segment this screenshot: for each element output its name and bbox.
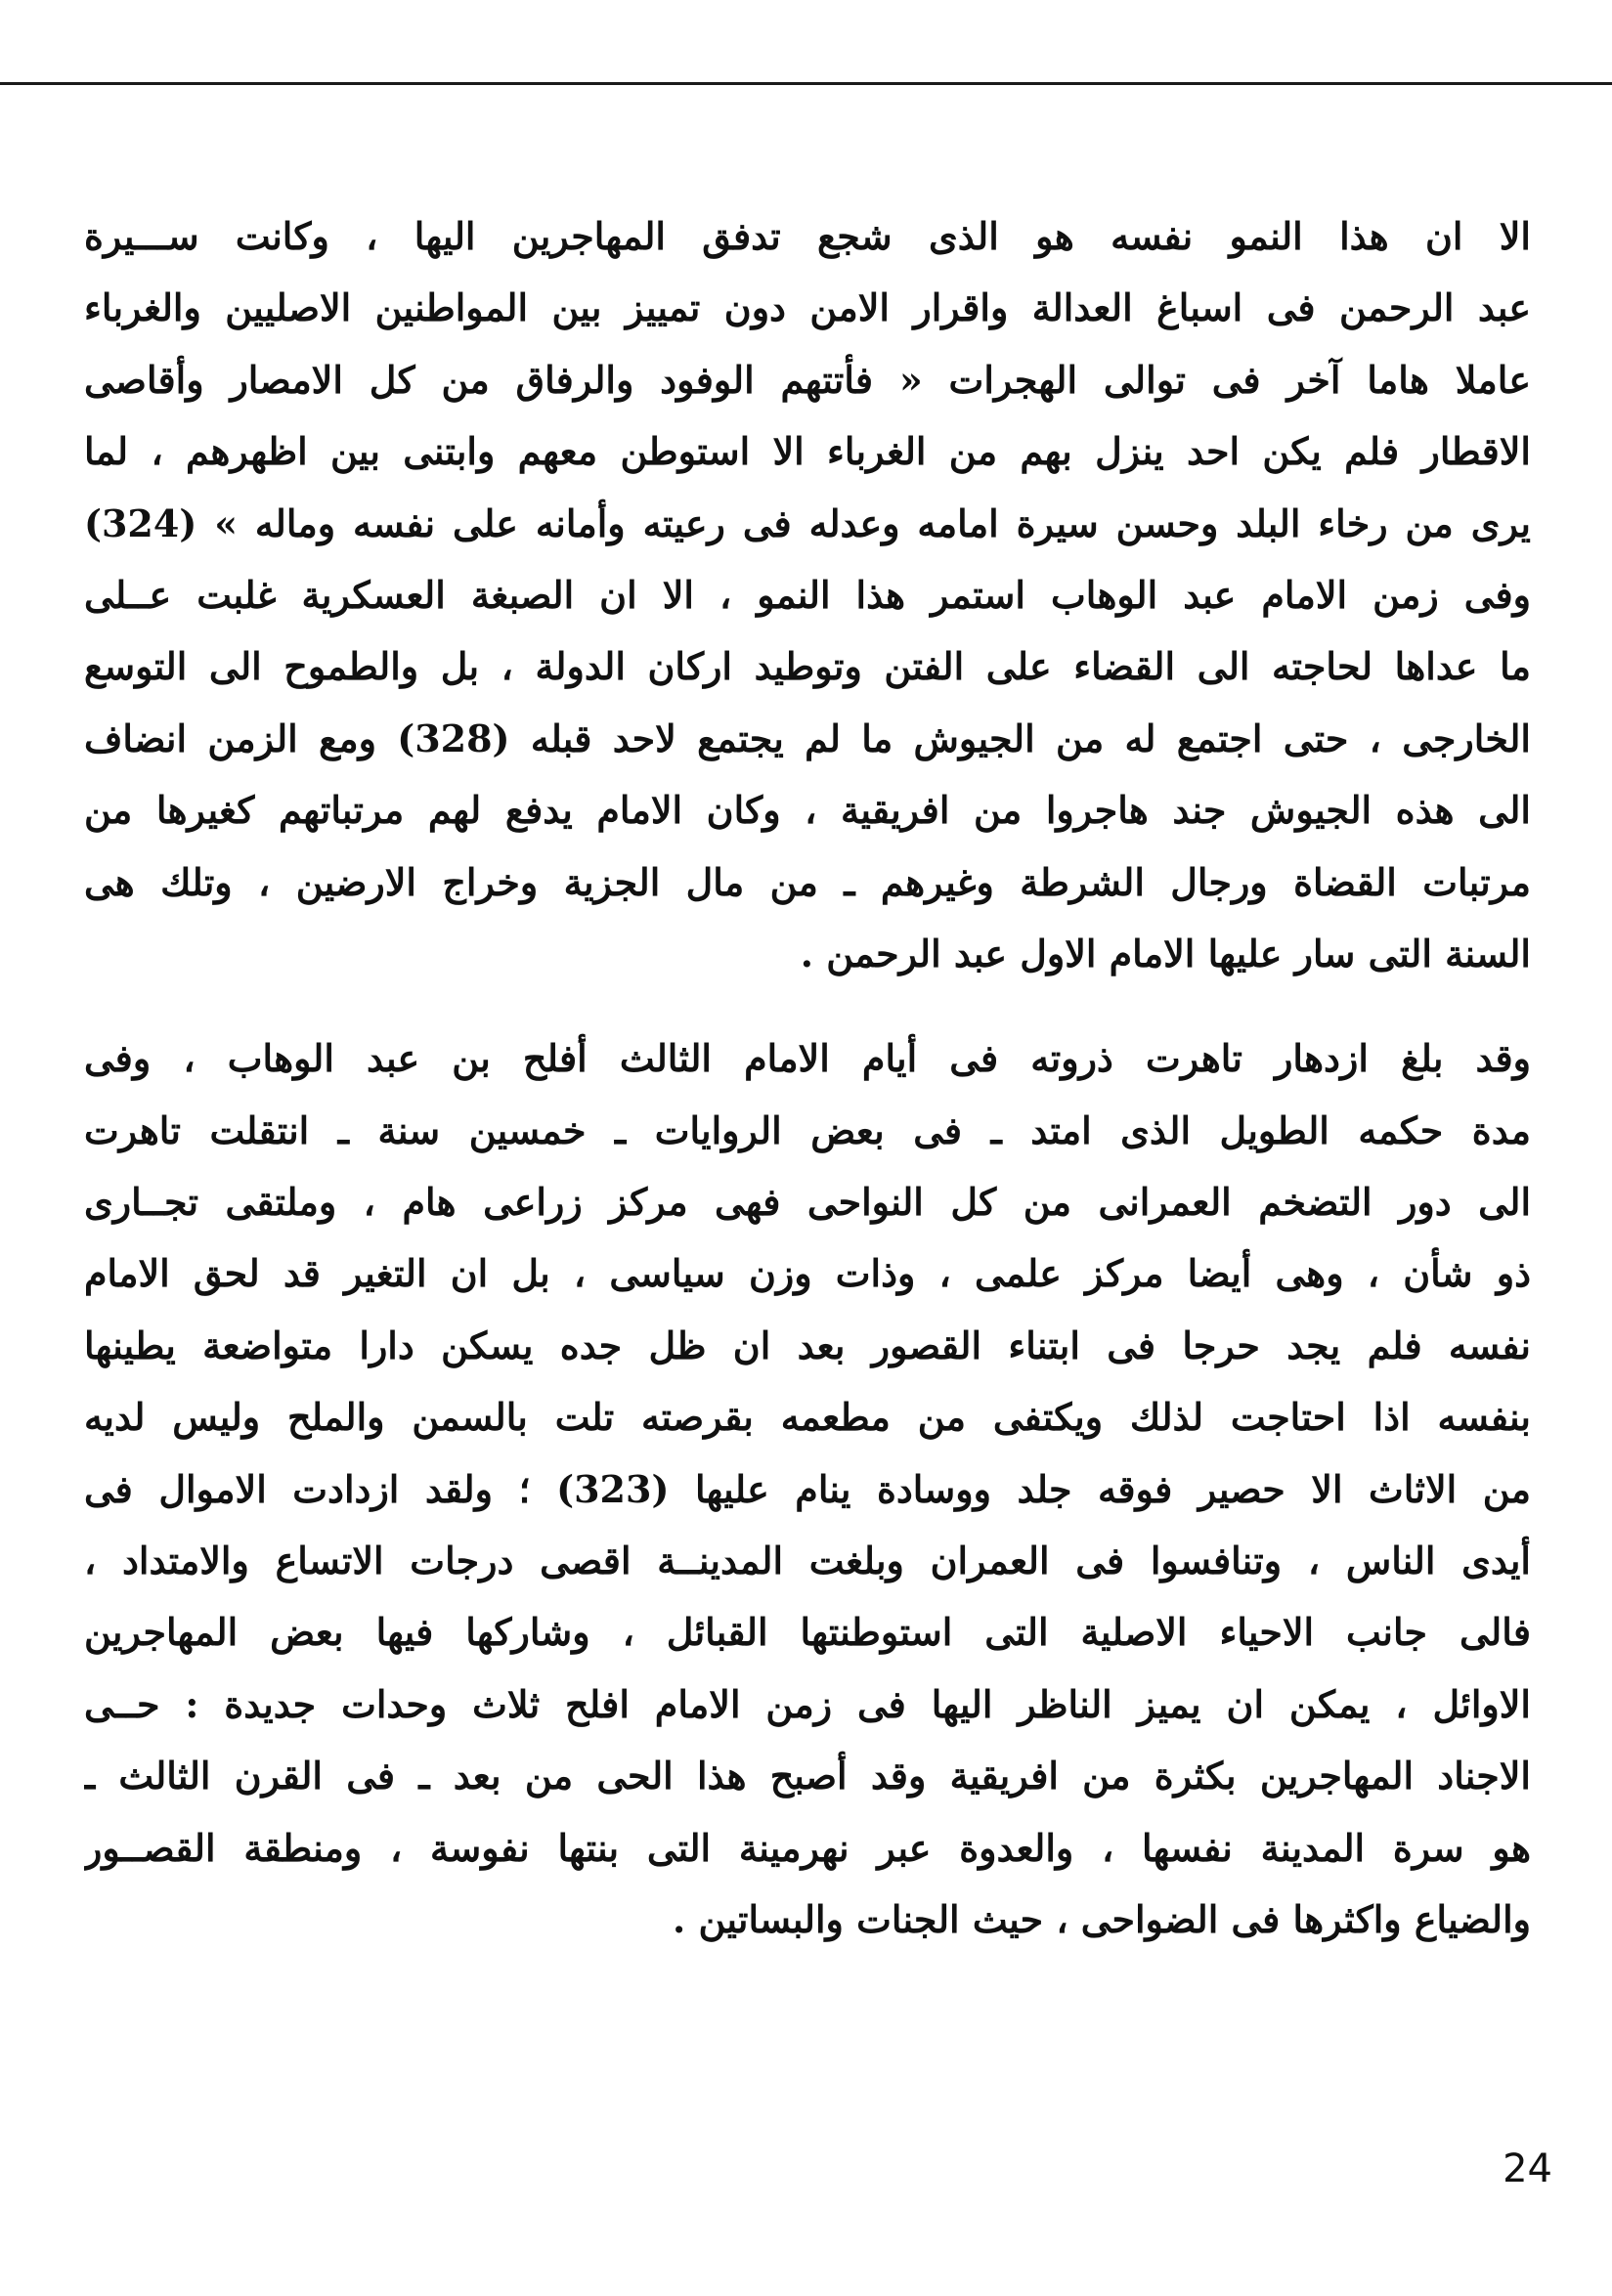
page-body — [84, 200, 1531, 1955]
text-line: عبد الرحمن فى اسباغ العدالة واقرار الامن دون تمييز بين المواطنين الاصليين والغرباء — [84, 285, 1531, 330]
text-line: من الاثاث الا حصير فوقه جلد ووسادة ينام عليها (323) ؛ ولقد ازدادت الاموال فى — [84, 1466, 1531, 1511]
top-rule — [0, 82, 1612, 85]
text-line: الاوائل ، يمكن ان يميز الناظر اليها فى زمن الامام افلح ثلاث وحدات جديدة : حــى — [84, 1681, 1531, 1726]
text-line: الى هذه الجيوش جند هاجروا من افريقية ، وكان الامام يدفع لهم مرتباتهم كغيرها من — [84, 788, 1531, 833]
text-line: الا ان هذا النمو نفسه هو الذى شجع تدفق المهاجرين اليها ، وكانت ســـيرة — [84, 214, 1531, 258]
text-line: مدة حكمه الطويل الذى امتد ـ فى بعض الروايات ـ خمسين سنة ـ انتقلت تاهرت — [84, 1107, 1531, 1152]
paragraph-gap — [84, 989, 1531, 1022]
page-number: 24 — [1503, 2146, 1552, 2191]
text-line: وفى زمن الامام عبد الوهاب استمر هذا النمو ، الا ان الصبغة العسكرية غلبت عــلى — [84, 572, 1531, 617]
text-line: الاقطار فلم يكن احد ينزل بهم من الغرباء الا استوطن معهم وابتنى بين اظهرهم ، لما — [84, 429, 1531, 474]
text-line: والضياع واكثرها فى الضواحى ، حيث الجنات والبساتين . — [673, 1896, 1531, 1941]
text-line: الاجناد المهاجرين بكثرة من افريقية وقد أصبح هذا الحى من بعد ـ فى القرن الثالث ـ — [84, 1754, 1531, 1798]
text-line: أيدى الناس ، وتنافسوا فى العمران وبلغت المدينــة اقصى درجات الاتساع والامتداد ، — [84, 1538, 1531, 1583]
text-line: هو سرة المدينة نفسها ، والعدوة عبر نهرمينة التى بنتها نفوسة ، ومنطقة القصــور — [84, 1825, 1531, 1870]
paragraph-2 — [84, 1022, 1531, 1955]
text-line: ما عداها لحاجته الى القضاء على الفتن وتوطيد اركان الدولة ، بل والطموح الى التوسع — [84, 644, 1531, 689]
text-line: عاملا هاما آخر فى توالى الهجرات « فأتتهم الوفود والرفاق من كل الامصار وأقاصى — [84, 357, 1531, 402]
text-line: يرى من رخاء البلد وحسن سيرة امامه وعدله فى رعيته وأمانه على نفسه وماله » (324) — [84, 500, 1531, 545]
text-line: الخارجى ، حتى اجتمع له من الجيوش ما لم يجتمع لاحد قبله (328) ومع الزمن انضاف — [84, 715, 1531, 760]
text-line: نفسه فلم يجد حرجا فى ابتناء القصور بعد ان ظل جده يسكن دارا متواضعة يطينها — [84, 1322, 1531, 1367]
text-line: وقد بلغ ازدهار تاهرت ذروته فى أيام الامام الثالث أفلح بن عبد الوهاب ، وفى — [84, 1036, 1531, 1081]
text-line: مرتبات القضاة ورجال الشرطة وغيرهم ـ من مال الجزية وخراج الارضين ، وتلك هى — [84, 859, 1531, 904]
text-line: ذو شأن ، وهى أيضا مركز علمى ، وذات وزن سياسى ، بل ان التغير قد لحق الامام — [84, 1251, 1531, 1296]
text-line: فالى جانب الاحياء الاصلية التى استوطنتها القبائل ، وشاركها فيها بعض المهاجرين — [84, 1610, 1531, 1655]
paragraph-1 — [84, 200, 1531, 989]
text-line: بنفسه اذا احتاجت لذلك ويكتفى من مطعمه بقرصته تلت بالسمن والملح وليس لديه — [84, 1395, 1531, 1440]
text-line: الى دور التضخم العمرانى من كل النواحى فهى مركز زراعى هام ، وملتقى تجــارى — [84, 1180, 1531, 1225]
text-line: السنة التى سار عليها الامام الاول عبد الرحمن . — [800, 931, 1531, 975]
